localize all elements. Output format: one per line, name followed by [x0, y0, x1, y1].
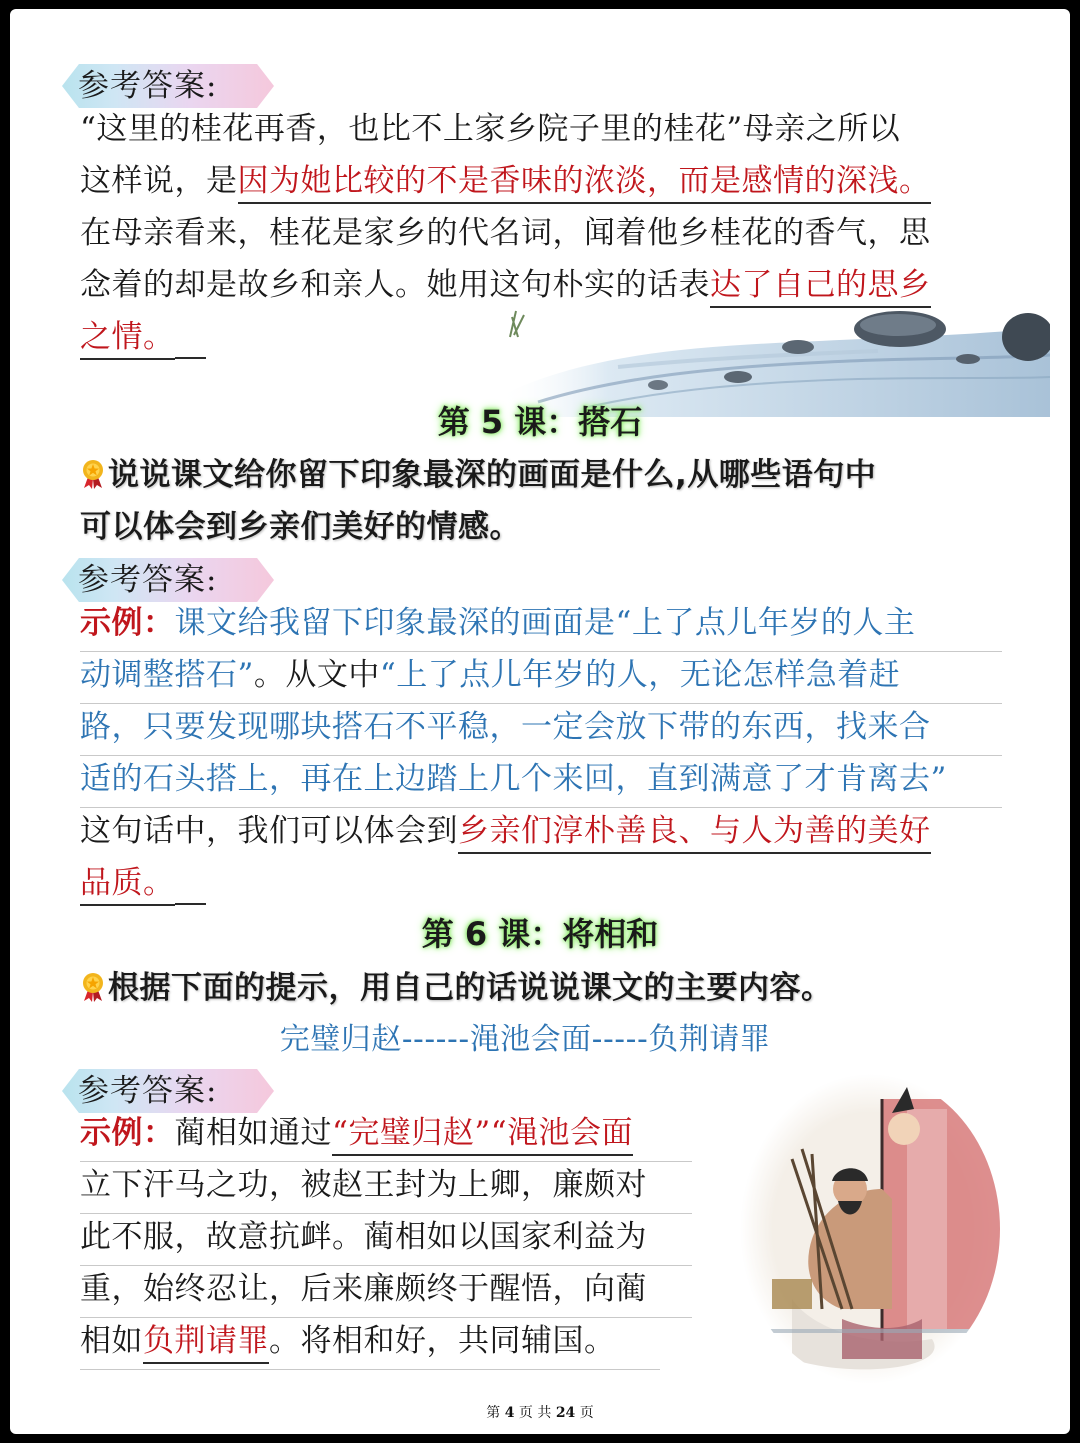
answer-tag: 参考答案:	[78, 68, 218, 104]
hint-sequence: 完璧归赵------渑池会面-----负荆请罪	[279, 1022, 771, 1057]
document-page	[10, 9, 1070, 1434]
medal-icon	[80, 972, 106, 1002]
footer-text: 页	[579, 1405, 594, 1421]
answer-line: 路，只要发现哪块搭石不平稳，一定会放下带的东西，找来合	[80, 703, 1002, 756]
answer-line	[80, 1317, 660, 1370]
lian-po-kneeling-illustration	[732, 1069, 1008, 1389]
answer-line: 立下汗马之功，被赵王封为上卿，廉颇对	[80, 1161, 692, 1214]
example-label: 示例：	[80, 1115, 175, 1151]
answer-line	[80, 1109, 692, 1162]
answer-text: 这句话中，我们可以体会到	[80, 813, 458, 849]
footer-text: 页 共	[518, 1405, 552, 1421]
answer-key-point: 达了自己的思乡	[710, 267, 931, 308]
answer-text: 蔺相如通过	[174, 1115, 332, 1151]
answer-line	[80, 599, 1002, 652]
question-line	[80, 451, 876, 503]
answer-text: 念着的却是故乡和亲人。她用这句朴实的话表	[80, 267, 710, 303]
answer-line	[80, 859, 206, 911]
answer-tag: 参考答案:	[78, 1073, 218, 1109]
answer-key-point: 因为她比较的不是香味的浓淡，而是感情的深浅。	[238, 163, 931, 204]
answer-line: “这里的桂花再香，也比不上家乡院子里的桂花”母亲之所以	[80, 111, 901, 147]
answer-key-point: “完璧归赵”“渑池会面	[332, 1115, 633, 1156]
answer-line	[80, 651, 1002, 704]
page-footer	[10, 1402, 1070, 1422]
quoted-text: 动调整搭石”	[80, 657, 254, 693]
lesson-title: 第 6 课：将相和	[421, 915, 659, 953]
answer-line	[80, 157, 931, 209]
total-pages: 24	[555, 1405, 576, 1421]
quoted-text: “上了点儿年岁的人，无论怎样急着赶	[379, 657, 901, 693]
answer-key-point: 负荆请罪	[143, 1323, 269, 1364]
current-page: 4	[504, 1405, 515, 1421]
footer-text: 第	[486, 1405, 501, 1421]
question-line: 可以体会到乡亲们美好的情感。	[80, 509, 521, 545]
answer-line: 重，始终忍让，后来廉颇终于醒悟，向蔺	[80, 1265, 692, 1318]
answer-text: 这样说，是	[80, 163, 238, 199]
answer-line: 在母亲看来，桂花是家乡的代名词，闻着他乡桂花的香气，思	[80, 215, 931, 251]
answer-text: 。将相和好，共同辅国。	[269, 1323, 616, 1359]
answer-line: 适的石头搭上，再在上边踏上几个来回，直到满意了才肯离去”	[80, 755, 1002, 808]
answer-line	[80, 807, 931, 859]
question-text: 说说课文给你留下印象最深的画面是什么,从哪些语句中	[108, 457, 877, 493]
medal-icon	[80, 459, 106, 489]
answer-key-point: 乡亲们淳朴善良、与人为善的美好	[458, 813, 931, 854]
quoted-text: 课文给我留下印象最深的画面是“上了点儿年岁的人主	[174, 605, 916, 641]
answer-tag: 参考答案:	[78, 562, 218, 598]
answer-line: 此不服，故意抗衅。蔺相如以国家利益为	[80, 1213, 692, 1266]
answer-key-point: 之情。	[80, 319, 175, 360]
answer-key-point: 品质。	[80, 865, 175, 906]
answer-line	[80, 261, 931, 313]
answer-text: 。从文中	[253, 657, 380, 693]
example-label: 示例：	[80, 605, 175, 641]
question-line	[80, 964, 833, 1016]
answer-line	[80, 313, 206, 365]
question-text: 根据下面的提示，用自己的话说说课文的主要内容。	[108, 970, 833, 1006]
answer-text: 相如	[80, 1323, 143, 1359]
lesson-title: 第 5 课：搭石	[437, 403, 643, 441]
